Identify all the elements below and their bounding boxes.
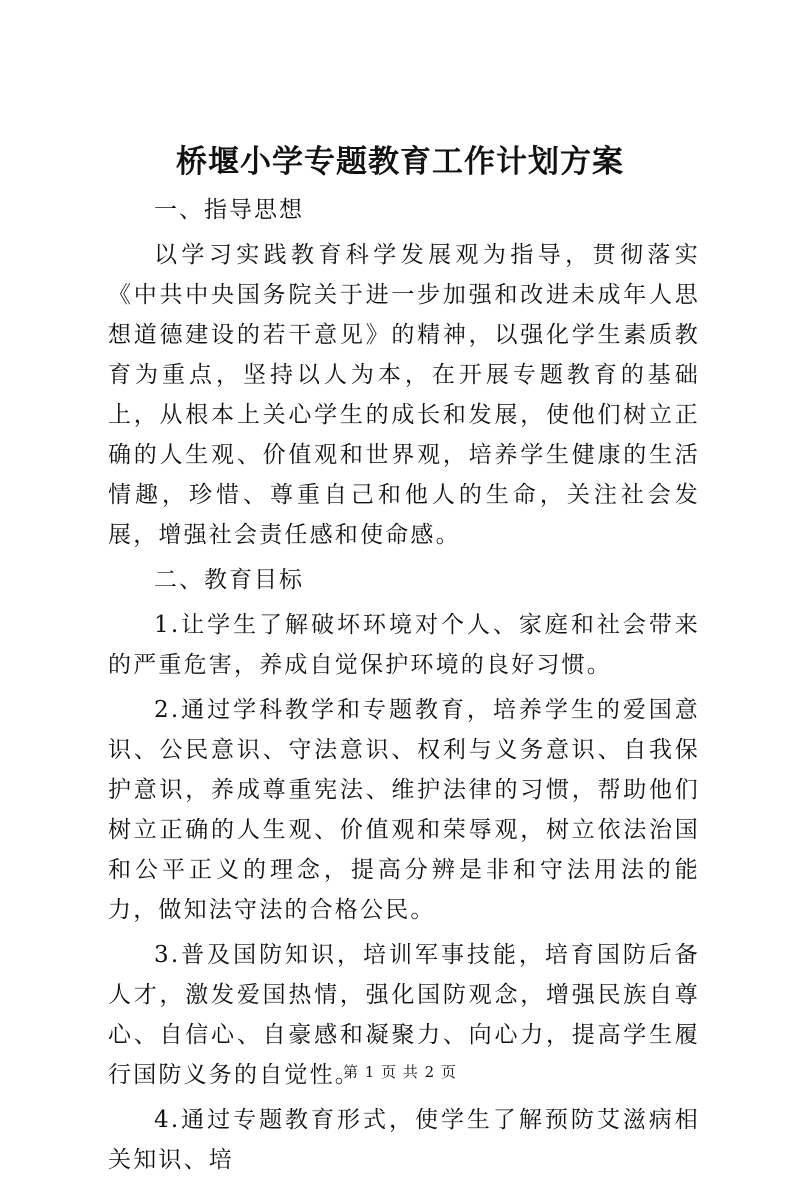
goal-item-3: 3.普及国防知识，培训军事技能，培育国防后备人才，激发爱国热情，强化国防观念，增强民族自尊心、自信心、自豪感和凝聚力、向心力，提高学生履行国防义务的自觉性。 — [108, 942, 700, 1088]
goal-item-4: 4.通过专题教育形式，使学生了解预防艾滋病相关知识、培 — [108, 1107, 700, 1173]
goal-item-2: 2.通过学科教学和专题教育，培养学生的爱国意识、公民意识、守法意识、权利与义务意识、自我保护意识，养成尊重宪法、维护法律的习惯，帮助他们树立正确的人生观、价值观和荣辱观，树立依法治国和公平正义的理念，提高分辨是非和守法用法的能力，做知法守法的合格公民。 — [108, 697, 700, 923]
page-number-footer: 第 1 页 共 2 页 — [343, 1063, 457, 1081]
goal-item-1: 1.让学生了解破坏环境对个人、家庭和社会带来的严重危害，养成自觉保护环境的良好习惯。 — [108, 612, 700, 678]
document-title: 桥堰小学专题教育工作计划方案 — [176, 144, 624, 180]
section-heading-education-goals: 二、教育目标 — [154, 567, 304, 593]
paragraph-guiding-ideology: 以学习实践教育科学发展观为指导，贯彻落实《中共中央国务院关于进一步加强和改进未成年人思想道德建设的若干意见》的精神，以强化学生素质教育为重点，坚持以人为本，在开展专题教育的基础上，从根本上关心学生的成长和发展，使他们树立正确的人生观、价值观和世界观，培养学生健康的生活情趣，珍惜、尊重自己和他人的生命，关注社会发展，增强社会责任感和使命感。 — [108, 242, 700, 548]
document-body — [108, 190, 700, 1185]
section-heading-guiding-ideology: 一、指导思想 — [154, 197, 304, 223]
